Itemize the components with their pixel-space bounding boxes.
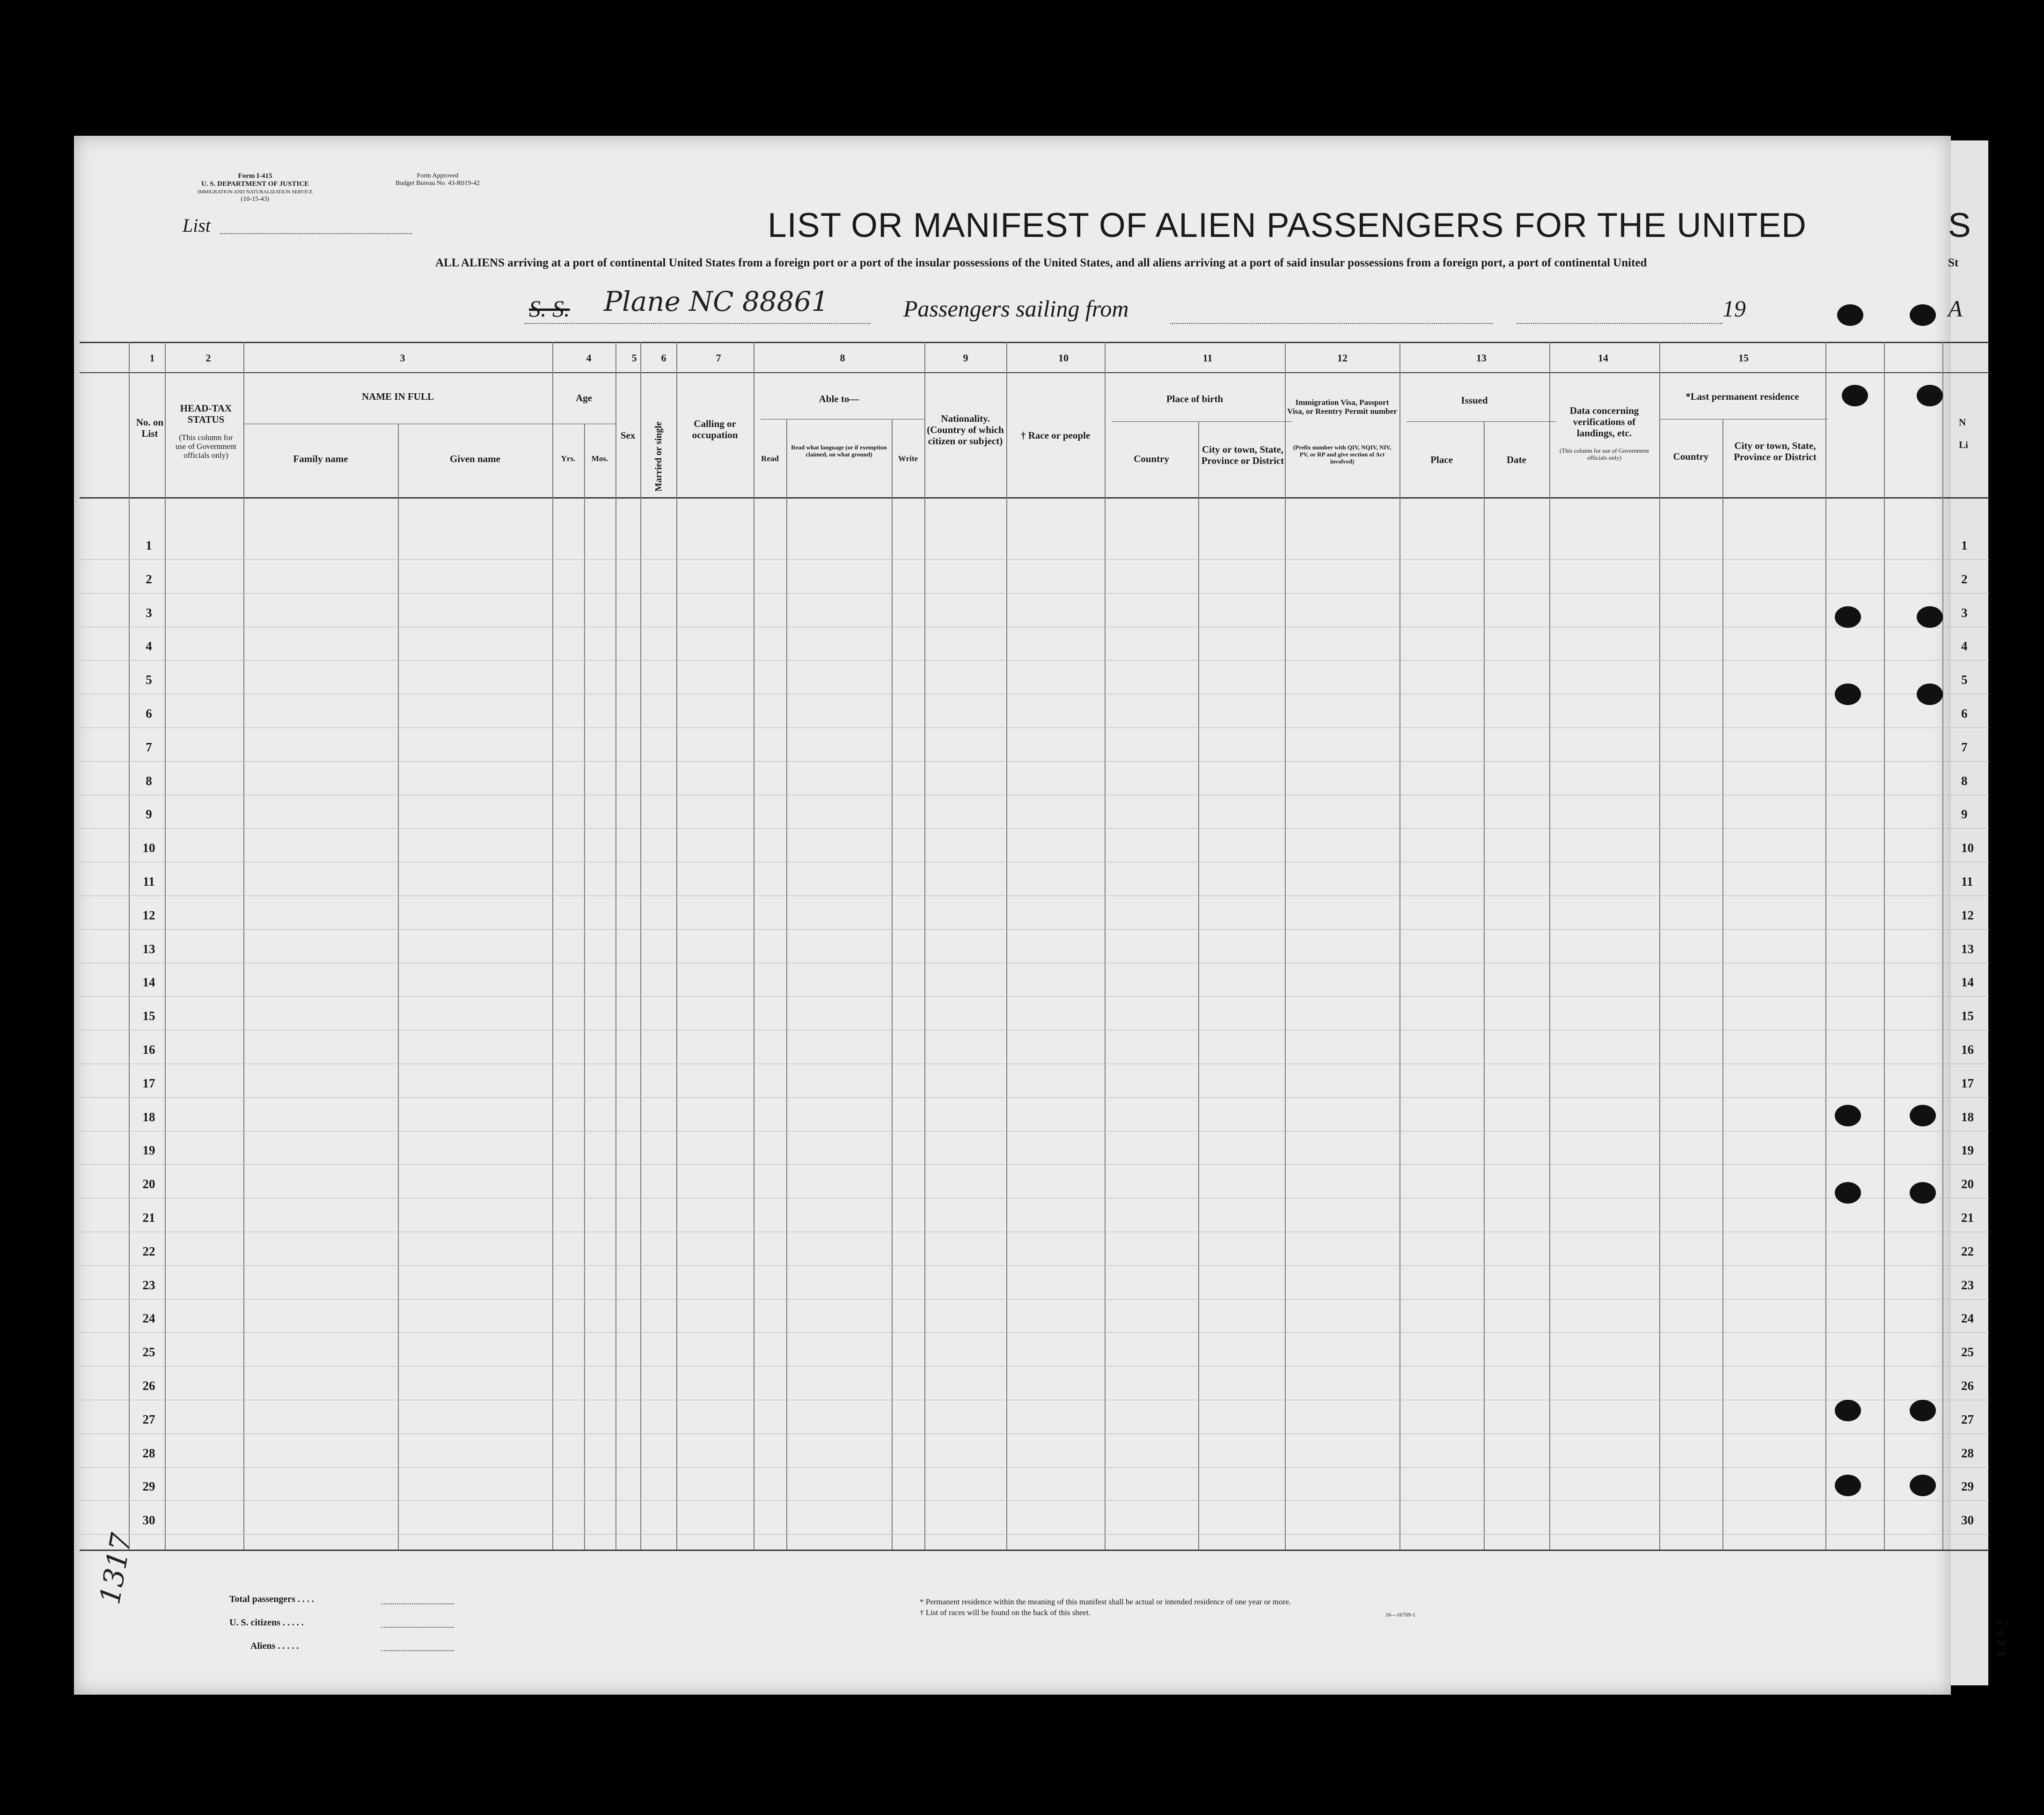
- ss-handwritten-value: Plane NC 88861: [604, 286, 829, 317]
- row-number: 21: [142, 1211, 155, 1225]
- row-rule: [80, 1500, 1989, 1501]
- row-number: 23: [142, 1278, 155, 1292]
- row-rule: [80, 727, 1989, 728]
- manifest-sheet: [74, 136, 1951, 1695]
- data-concerning-header: Data concerning verifications of landings, etc.: [1569, 405, 1639, 439]
- row-number-right: 25: [1961, 1345, 1974, 1359]
- ss-line: [524, 323, 871, 324]
- row-rule: [80, 1467, 1989, 1468]
- right-li-fragment: Li: [1959, 439, 1968, 450]
- read-header: Read: [761, 454, 779, 463]
- row-number-right: 16: [1961, 1043, 1974, 1057]
- row-number: 6: [146, 706, 152, 720]
- row-number-right: 3: [1961, 605, 1968, 620]
- footnote-residence: * Permanent residence within the meaning of this manifest shall be actual or intended residence of one year or more.: [920, 1597, 1291, 1606]
- row-rule: [80, 828, 1989, 829]
- form-title: LIST OR MANIFEST OF ALIEN PASSENGERS FOR THE UNITED: [768, 206, 1807, 244]
- col-num-8: 8: [840, 352, 845, 364]
- aliens-line: [381, 1650, 454, 1651]
- col-num-3: 3: [400, 352, 405, 364]
- row-number: 26: [142, 1379, 155, 1393]
- col-num-13: 13: [1476, 352, 1487, 364]
- yrs-header: Yrs.: [561, 454, 576, 463]
- row-number-right: 9: [1961, 807, 1968, 822]
- row-number-right: 19: [1961, 1143, 1974, 1158]
- row-number-right: 12: [1961, 908, 1974, 922]
- row-number: 20: [142, 1177, 155, 1191]
- visa-header: Immigration Visa, Passport Visa, or Reentry Permit number: [1287, 398, 1397, 416]
- list-label: List: [183, 215, 211, 236]
- row-number-right: 29: [1961, 1479, 1974, 1494]
- age-header: Age: [576, 392, 592, 404]
- birth-subrule: [1112, 421, 1292, 422]
- punch-hole: [1910, 1475, 1936, 1496]
- us-citizens-line: [381, 1627, 454, 1628]
- row-number: 15: [142, 1009, 155, 1023]
- form-header-approval: [360, 172, 515, 187]
- right-title-fragment: S: [1948, 206, 1971, 244]
- row-number-right: 1: [1961, 538, 1968, 552]
- col-num-1: 1: [149, 352, 155, 364]
- print-code: 16—16709-1: [1385, 1611, 1415, 1618]
- row-number-right: 18: [1961, 1110, 1974, 1124]
- write-header: Write: [898, 454, 918, 463]
- row-number-right: 21: [1961, 1211, 1974, 1225]
- row-number-right: 13: [1961, 941, 1974, 956]
- read-what-header: Read what language (or if exemption claimed, on what ground): [791, 444, 887, 458]
- punch-hole: [1835, 1105, 1861, 1126]
- row-number-right: 10: [1961, 841, 1974, 855]
- table-bottom-rule: [80, 1550, 1989, 1551]
- issued-subrule: [1407, 421, 1556, 422]
- issued-date-header: Date: [1507, 454, 1526, 465]
- row-number-right: 22: [1961, 1244, 1974, 1258]
- row-number: 14: [142, 975, 155, 990]
- form-header-left: [178, 172, 332, 203]
- row-number: 29: [142, 1479, 155, 1494]
- row-number: 13: [142, 941, 155, 956]
- row-number: 5: [146, 673, 152, 687]
- row-number-right: 28: [1961, 1446, 1974, 1460]
- row-number-right: 26: [1961, 1379, 1974, 1393]
- punch-hole: [1835, 1400, 1861, 1421]
- row-number: 22: [142, 1244, 155, 1258]
- punch-hole: [1910, 304, 1936, 326]
- right-line-fragment: A: [1948, 295, 1963, 322]
- given-name-header: Given name: [450, 453, 500, 464]
- ss-label: S. S.: [529, 295, 570, 322]
- form-subtitle: ALL ALIENS arriving at a port of continental United States from a foreign port or a port of the insular possessions of the United States, and all aliens arriving at a port of said insular possessions from a foreign port, a port of continental United: [435, 257, 1647, 269]
- head-tax-note: (This column for use of Government officials only): [175, 433, 237, 460]
- row-number: 18: [142, 1110, 155, 1124]
- row-rule: [80, 593, 1989, 594]
- able-to-header: Able to—: [819, 393, 859, 404]
- row-number-right: 4: [1961, 639, 1968, 654]
- row-number-right: 14: [1961, 975, 1974, 990]
- sailing-line: [1170, 323, 1493, 324]
- us-citizens-label: U. S. citizens . . . . .: [229, 1617, 304, 1628]
- no-on-list-header: No. on List: [136, 417, 164, 439]
- married-header: Married or single: [653, 421, 664, 492]
- right-no-fragment: N: [1959, 417, 1966, 428]
- row-number: 25: [142, 1345, 155, 1359]
- row-rule: [80, 1332, 1989, 1333]
- col-num-7: 7: [716, 352, 721, 364]
- punch-hole: [1835, 1475, 1861, 1496]
- aliens-label: Aliens . . . . .: [250, 1641, 299, 1651]
- punch-hole: [1917, 606, 1943, 628]
- punch-hole: [1837, 304, 1863, 326]
- row-number-right: 24: [1961, 1311, 1974, 1326]
- header-bottom-rule: [80, 497, 1989, 499]
- row-number-right: 30: [1961, 1513, 1974, 1528]
- row-number: 7: [146, 740, 152, 754]
- year-prefix: 19: [1722, 295, 1746, 322]
- row-rule: [80, 996, 1989, 997]
- col-num-4: 4: [586, 352, 592, 364]
- col-num-6: 6: [661, 352, 667, 364]
- list-line: [220, 233, 412, 234]
- col-num-2: 2: [205, 352, 211, 364]
- col-num-14: 14: [1598, 352, 1608, 364]
- margin-handwritten-number: 1317: [94, 1530, 139, 1607]
- punch-hole: [1910, 1182, 1936, 1204]
- row-rule: [80, 1164, 1989, 1165]
- row-number-right: 20: [1961, 1177, 1974, 1191]
- punch-hole: [1835, 606, 1861, 628]
- place-of-birth-header: Place of birth: [1166, 393, 1223, 404]
- residence-country-header: Country: [1673, 451, 1709, 462]
- service-name: IMMIGRATION AND NATURALIZATION SERVICE: [197, 189, 313, 195]
- row-rule: [80, 1131, 1989, 1132]
- row-number: 8: [146, 773, 152, 788]
- row-number: 12: [142, 908, 155, 922]
- sailing-label: Passengers sailing from: [903, 295, 1129, 322]
- row-rule: [80, 1366, 1989, 1367]
- row-number: 10: [142, 841, 155, 855]
- row-number: 17: [142, 1076, 155, 1090]
- right-subtitle-fragment: St: [1948, 257, 1959, 269]
- calling-header: Calling or occupation: [692, 418, 738, 441]
- punch-hole: [1910, 1400, 1936, 1421]
- total-passengers-line: [381, 1603, 454, 1604]
- col-num-5: 5: [631, 352, 637, 364]
- visa-note: (Prefix number with QIV, NQIV, NIV, PV, or RP and give section of Act involved): [1293, 444, 1392, 465]
- row-number-right: 6: [1961, 706, 1968, 720]
- row-number: 30: [142, 1513, 155, 1528]
- data-concerning-note: (This column for use of Government officials only): [1560, 447, 1649, 461]
- name-in-full-header: NAME IN FULL: [361, 391, 434, 402]
- row-rule: [80, 1265, 1989, 1266]
- col-num-9: 9: [963, 352, 968, 364]
- row-number-right: 23: [1961, 1278, 1974, 1292]
- row-number: 1: [146, 538, 152, 552]
- punch-hole: [1842, 385, 1868, 406]
- row-number-right: 2: [1961, 572, 1968, 586]
- row-number: 24: [142, 1311, 155, 1326]
- row-rule: [80, 1433, 1989, 1434]
- residence-city-header: City or town, State, Province or District: [1734, 440, 1817, 463]
- row-number-right: 11: [1961, 874, 1973, 889]
- nationality-header: Nationality. (Country of which citizen or subject): [927, 413, 1004, 447]
- form-approved: Form Approved: [417, 172, 459, 179]
- row-rule: [80, 559, 1989, 560]
- punch-hole: [1917, 385, 1943, 406]
- row-number: 11: [143, 874, 155, 889]
- budget-bureau: Budget Bureau No. 43-R019-42: [396, 180, 480, 187]
- total-passengers-label: Total passengers . . . .: [229, 1594, 314, 1604]
- row-number: 9: [146, 807, 152, 822]
- head-tax-header: HEAD-TAX STATUS: [180, 403, 232, 425]
- col-num-15: 15: [1738, 352, 1749, 364]
- family-name-header: Family name: [293, 453, 348, 464]
- row-rule: [80, 929, 1989, 930]
- row-number: 27: [142, 1412, 155, 1426]
- row-number: 19: [142, 1143, 155, 1158]
- city-header: City or town, State, Province or District: [1201, 444, 1284, 466]
- punch-hole: [1835, 683, 1861, 705]
- form-date-code: (10-15-43): [241, 196, 270, 203]
- col-num-12: 12: [1337, 352, 1348, 364]
- table-top-rule: [80, 342, 1989, 343]
- row-number-right: 15: [1961, 1009, 1974, 1023]
- col-num-11: 11: [1202, 352, 1213, 364]
- mos-header: Mos.: [591, 454, 608, 463]
- row-number-right: 8: [1961, 773, 1968, 788]
- row-number-right: 27: [1961, 1412, 1974, 1426]
- department: U. S. DEPARTMENT OF JUSTICE: [201, 180, 309, 188]
- row-rule: [80, 1534, 1989, 1535]
- row-number: 4: [146, 639, 152, 654]
- issued-header: Issued: [1461, 395, 1488, 406]
- issued-place-header: Place: [1430, 454, 1453, 465]
- row-rule: [80, 660, 1989, 661]
- country-header: Country: [1134, 453, 1169, 464]
- last-residence-header: *Last permanent residence: [1685, 391, 1799, 402]
- row-rule: [80, 761, 1989, 762]
- punch-hole: [1835, 1182, 1861, 1204]
- race-header: † Race or people: [1020, 430, 1091, 441]
- row-number: 28: [142, 1446, 155, 1460]
- form-number: Form I-415: [238, 172, 272, 180]
- sex-header: Sex: [620, 430, 636, 441]
- row-number-right: 5: [1961, 673, 1968, 687]
- punch-hole: [1917, 683, 1943, 705]
- row-number: 3: [146, 605, 152, 620]
- row-number-right: 17: [1961, 1076, 1974, 1090]
- footnote-races: † List of races will be found on the back of this sheet.: [920, 1608, 1091, 1617]
- row-number-right: 7: [1961, 740, 1968, 754]
- row-rule: [80, 1299, 1989, 1300]
- row-number: 16: [142, 1043, 155, 1057]
- right-footer-fragment: or v of the the: [1996, 1618, 2008, 1657]
- date-line: [1517, 323, 1722, 324]
- column-number-rule: [80, 372, 1989, 373]
- row-rule: [80, 1097, 1989, 1098]
- punch-hole: [1910, 1105, 1936, 1126]
- row-number: 2: [146, 572, 152, 586]
- col-num-10: 10: [1058, 352, 1069, 364]
